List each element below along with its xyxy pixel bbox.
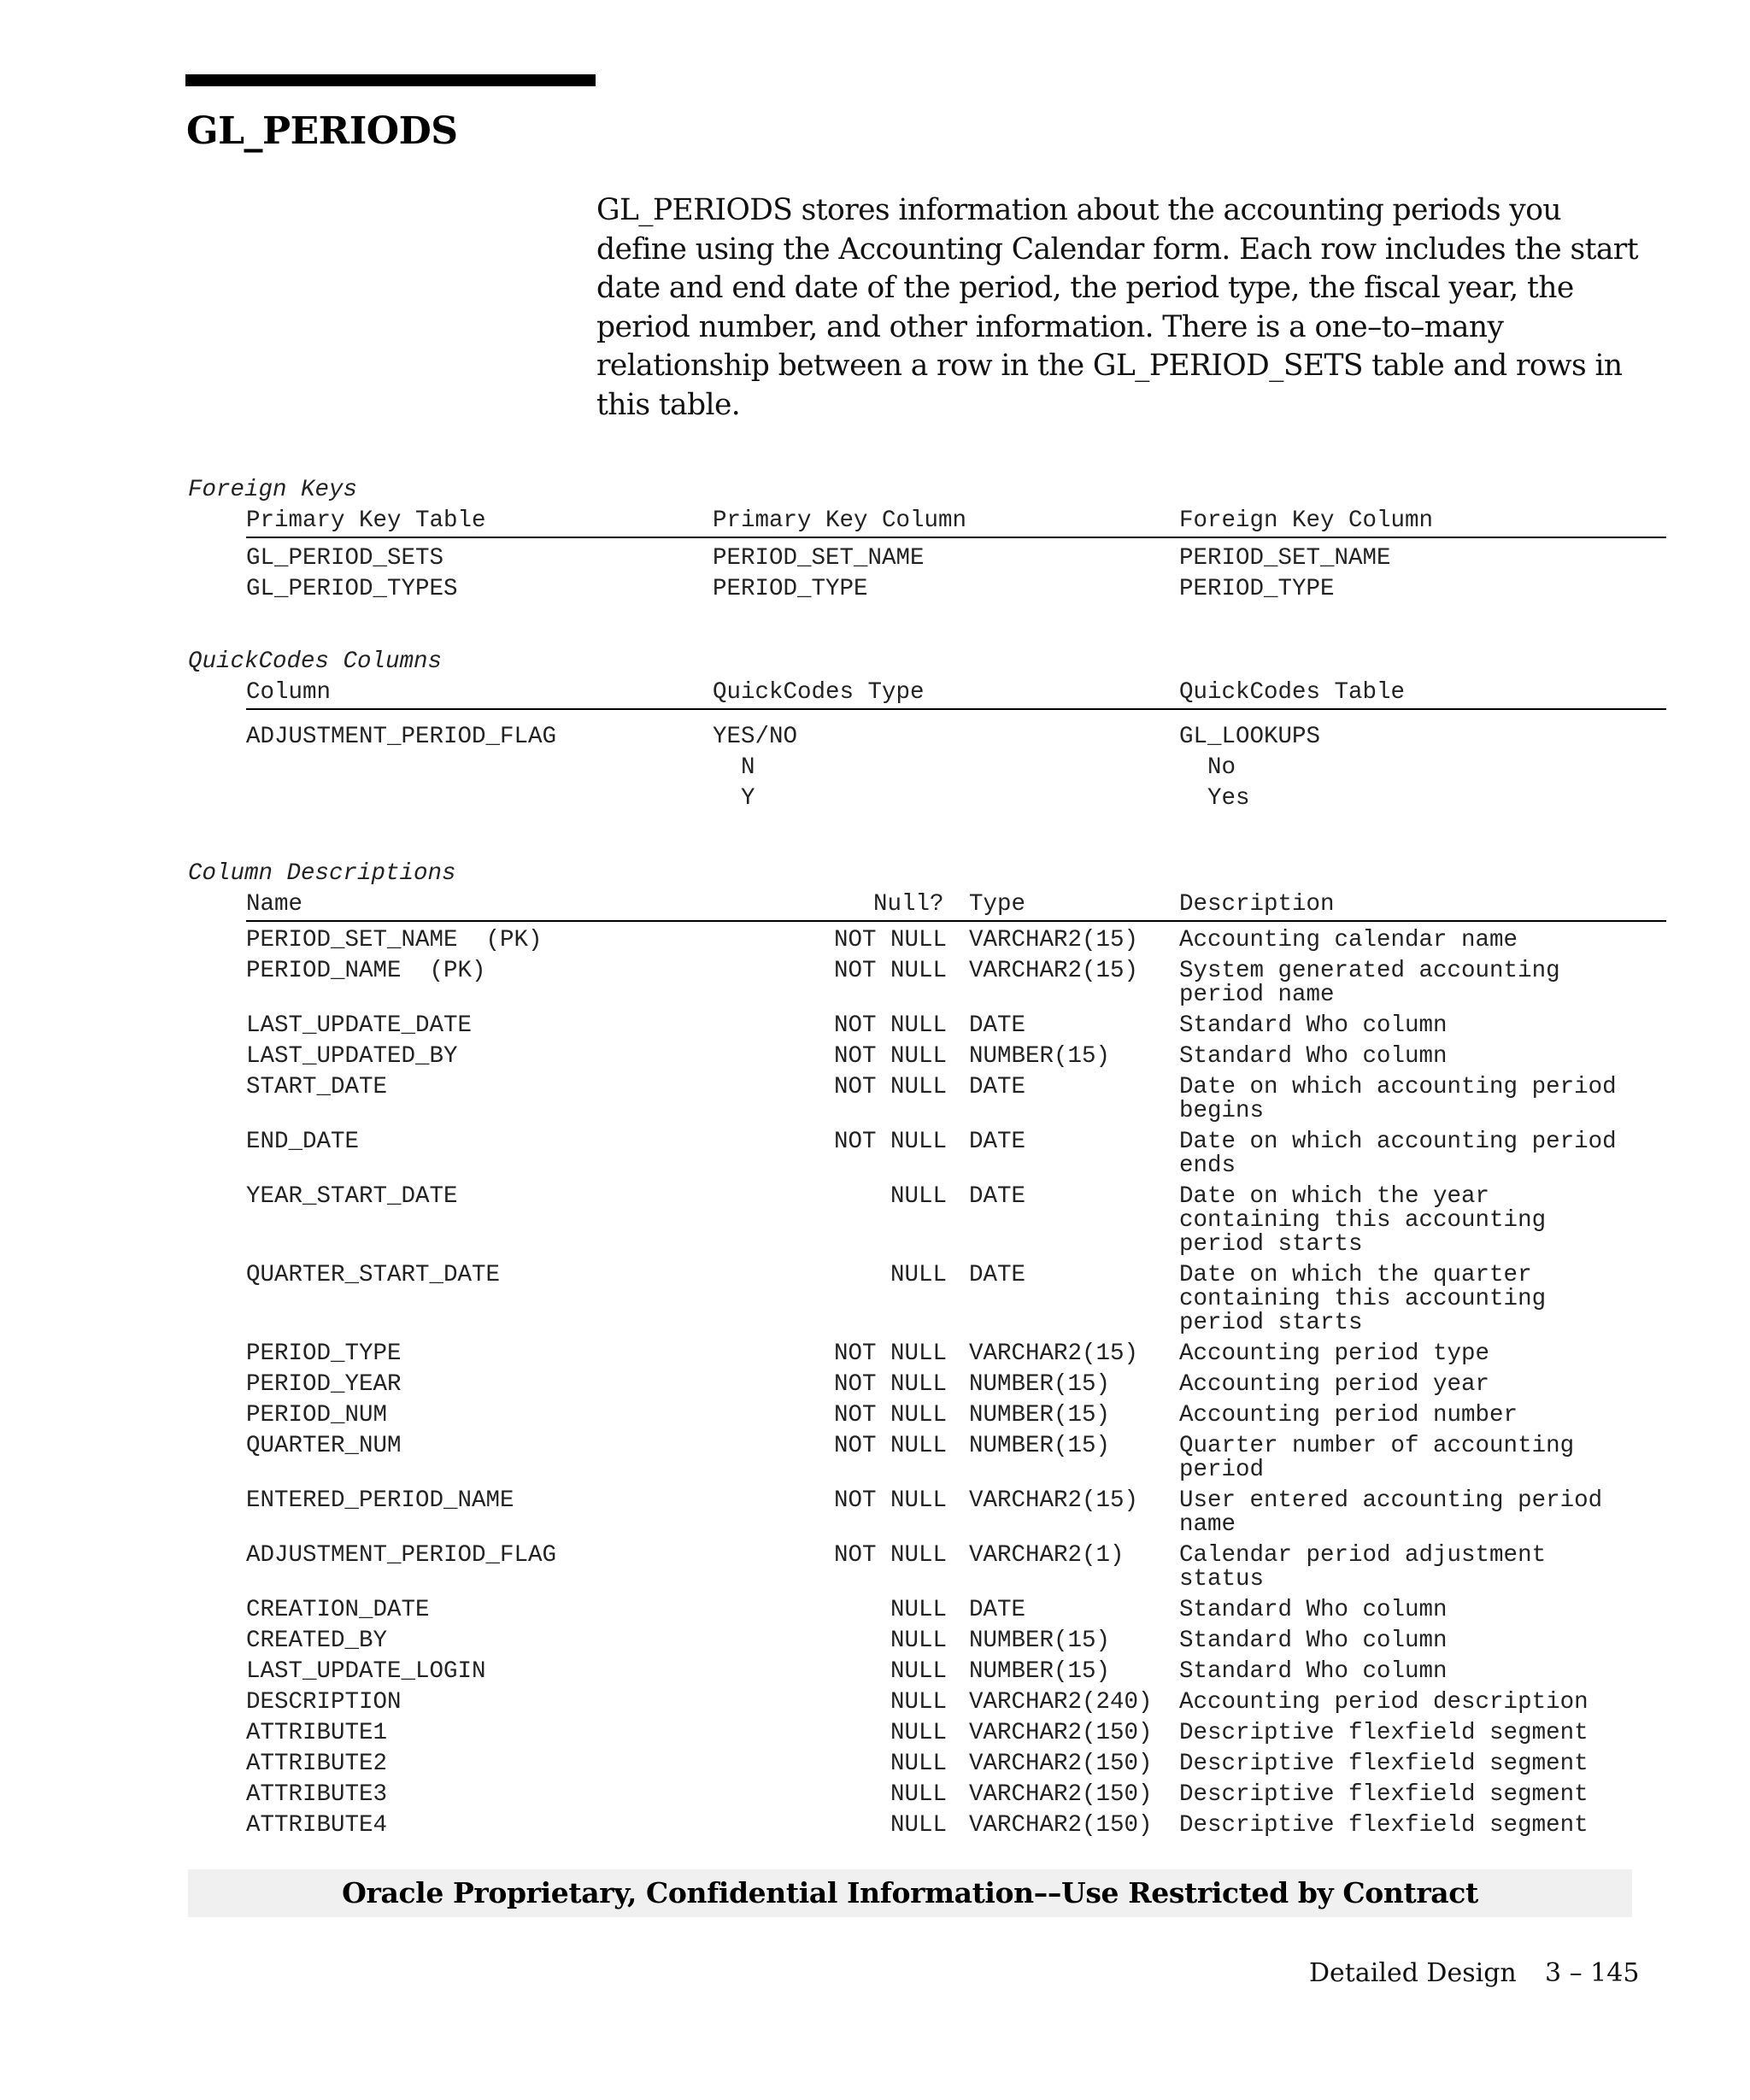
data-type: NUMBER(15): [969, 1402, 1111, 1428]
null-value: NOT NULL: [833, 1433, 947, 1459]
null-value: NULL: [890, 1262, 947, 1288]
cell: Y: [713, 785, 755, 812]
null-value: NOT NULL: [833, 1542, 947, 1569]
column-description-rows: [0, 929, 1750, 1845]
cell: Yes: [1179, 785, 1250, 812]
description: Descriptive flexfield segment: [1179, 1751, 1589, 1777]
cell: PERIOD_TYPE: [713, 576, 868, 602]
header-primary-key-table: Primary Key Table: [246, 507, 486, 534]
table-row: [0, 1814, 1750, 1845]
footer-section: Detailed Design: [1309, 1958, 1517, 1988]
data-type: VARCHAR2(15): [969, 1340, 1139, 1367]
table-row: [0, 1130, 1750, 1185]
description: Calendar period adjustment status: [1179, 1542, 1547, 1593]
description: System generated accounting period name: [1179, 958, 1560, 1008]
null-value: NULL: [890, 1597, 947, 1623]
column-name: ATTRIBUTE1: [246, 1720, 388, 1746]
null-value: NOT NULL: [833, 1340, 947, 1367]
table-header: [246, 678, 1666, 710]
table-row: [0, 543, 1750, 574]
table-row: [0, 1014, 1750, 1045]
data-type: VARCHAR2(150): [969, 1812, 1153, 1839]
description: Accounting period number: [1179, 1402, 1518, 1428]
null-value: NOT NULL: [833, 1402, 947, 1428]
cell: PERIOD_SET_NAME: [713, 545, 925, 572]
data-type: NUMBER(15): [969, 1371, 1111, 1398]
null-value: NOT NULL: [833, 1129, 947, 1155]
null-value: NOT NULL: [833, 958, 947, 984]
header-quickcodes-table: QuickCodes Table: [1179, 679, 1406, 706]
data-type: VARCHAR2(1): [969, 1542, 1125, 1569]
null-value: NOT NULL: [833, 1043, 947, 1070]
description: Accounting calendar name: [1179, 927, 1518, 953]
column-name: LAST_UPDATED_BY: [246, 1043, 458, 1070]
table-row: [0, 1598, 1750, 1629]
data-type: VARCHAR2(15): [969, 958, 1139, 984]
table-row: [0, 1404, 1750, 1434]
null-value: NULL: [890, 1658, 947, 1685]
confidential-text: Oracle Proprietary, Confidential Information––Use Restricted by Contract: [342, 1876, 1478, 1909]
table-row: [0, 929, 1750, 959]
table-row: [0, 959, 1750, 1014]
column-name: PERIOD_NUM: [246, 1402, 388, 1428]
null-value: NULL: [890, 1720, 947, 1746]
description: Standard Who column: [1179, 1658, 1448, 1685]
table-header: [246, 889, 1666, 922]
table-row: [0, 1629, 1750, 1660]
table-row: [0, 1544, 1750, 1598]
null-value: NOT NULL: [833, 1371, 947, 1398]
table-row: [0, 1660, 1750, 1691]
header-quickcodes-type: QuickCodes Type: [713, 679, 925, 706]
data-type: VARCHAR2(240): [969, 1689, 1153, 1716]
null-value: NOT NULL: [833, 1074, 947, 1100]
description: Descriptive flexfield segment: [1179, 1812, 1589, 1839]
quickcodes-table: [0, 678, 1750, 814]
table-row: [0, 1489, 1750, 1544]
table-row: [0, 753, 1750, 783]
data-type: VARCHAR2(150): [969, 1751, 1153, 1777]
page-number: 3 – 145: [1545, 1958, 1640, 1988]
description: Descriptive flexfield segment: [1179, 1781, 1589, 1808]
column-name: LAST_UPDATE_DATE: [246, 1012, 473, 1039]
null-value: NOT NULL: [833, 927, 947, 953]
table-row: [0, 1434, 1750, 1489]
description: Date on which the year containing this accounting period starts: [1179, 1183, 1547, 1258]
description: Accounting period description: [1179, 1689, 1589, 1716]
table-row: [0, 1076, 1750, 1130]
description: Standard Who column: [1179, 1043, 1448, 1070]
data-type: NUMBER(15): [969, 1043, 1111, 1070]
description: Date on which the quarter containing this accounting period starts: [1179, 1262, 1547, 1336]
column-name: ATTRIBUTE3: [246, 1781, 388, 1808]
column-name: PERIOD_YEAR: [246, 1371, 402, 1398]
column-name: QUARTER_START_DATE: [246, 1262, 501, 1288]
header-type: Type: [969, 891, 1026, 918]
cell: GL_PERIOD_SETS: [246, 545, 444, 572]
description: Date on which accounting period ends: [1179, 1129, 1617, 1179]
column-descriptions-label: Column Descriptions: [188, 860, 456, 887]
column-name: YEAR_START_DATE: [246, 1183, 458, 1210]
table-row: [0, 1264, 1750, 1342]
null-value: NULL: [890, 1751, 947, 1777]
data-type: DATE: [969, 1262, 1026, 1288]
table-row: [0, 574, 1750, 605]
intro-paragraph: GL_PERIODS stores information about the accounting periods you define using the Accounting Calendar form. Each row includes the start date and end date of the period, the period type, the fiscal year, the period number, and other information. There is a one–to–many relationship between a row in the GL_PERIOD_SETS table and rows in this table.: [596, 193, 1638, 422]
column-name: END_DATE: [246, 1129, 360, 1155]
table-row: [0, 1373, 1750, 1404]
data-type: VARCHAR2(15): [969, 927, 1139, 953]
description: Standard Who column: [1179, 1597, 1448, 1623]
data-type: NUMBER(15): [969, 1658, 1111, 1685]
confidential-banner: [188, 1869, 1632, 1917]
description: Standard Who column: [1179, 1628, 1448, 1654]
null-value: NULL: [890, 1812, 947, 1839]
cell: N: [713, 754, 755, 781]
null-value: NOT NULL: [833, 1487, 947, 1514]
data-type: NUMBER(15): [969, 1433, 1111, 1459]
description: Standard Who column: [1179, 1012, 1448, 1039]
column-name: PERIOD_SET_NAME (PK): [246, 927, 543, 953]
table-row: [0, 1783, 1750, 1814]
cell: GL_PERIOD_TYPES: [246, 576, 458, 602]
column-name: ADJUSTMENT_PERIOD_FLAG: [246, 1542, 557, 1569]
header-primary-key-column: Primary Key Column: [713, 507, 967, 534]
data-type: VARCHAR2(150): [969, 1720, 1153, 1746]
description: Quarter number of accounting period: [1179, 1433, 1575, 1483]
header-name: Name: [246, 891, 303, 918]
cell: No: [1179, 754, 1236, 781]
table-row: [0, 1342, 1750, 1373]
table-row: [0, 1752, 1750, 1783]
column-name: CREATION_DATE: [246, 1597, 430, 1623]
table-row: [0, 1045, 1750, 1076]
column-name: ATTRIBUTE2: [246, 1751, 388, 1777]
cell: YES/NO: [713, 724, 798, 750]
data-type: DATE: [969, 1183, 1026, 1210]
column-name: PERIOD_NAME (PK): [246, 958, 486, 984]
column-name: ENTERED_PERIOD_NAME: [246, 1487, 514, 1514]
column-name: LAST_UPDATE_LOGIN: [246, 1658, 486, 1685]
data-type: VARCHAR2(15): [969, 1487, 1139, 1514]
title-rule: [185, 74, 596, 86]
quickcodes-label: QuickCodes Columns: [188, 648, 443, 675]
table-row: [0, 783, 1750, 814]
column-name: START_DATE: [246, 1074, 388, 1100]
cell: PERIOD_TYPE: [1179, 576, 1335, 602]
null-value: NULL: [890, 1689, 947, 1716]
header-column: Column: [246, 679, 332, 706]
header-foreign-key-column: Foreign Key Column: [1179, 507, 1434, 534]
null-value: NULL: [890, 1781, 947, 1808]
column-name: DESCRIPTION: [246, 1689, 402, 1716]
table-row: [0, 1691, 1750, 1722]
description: Date on which accounting period begins: [1179, 1074, 1617, 1124]
table-header: [246, 506, 1666, 538]
cell: ADJUSTMENT_PERIOD_FLAG: [246, 724, 557, 750]
column-name: QUARTER_NUM: [246, 1433, 402, 1459]
data-type: VARCHAR2(150): [969, 1781, 1153, 1808]
header-null: Null?: [873, 891, 944, 918]
data-type: DATE: [969, 1597, 1026, 1623]
description: Descriptive flexfield segment: [1179, 1720, 1589, 1746]
table-row: [0, 1185, 1750, 1264]
null-value: NULL: [890, 1628, 947, 1654]
null-value: NULL: [890, 1183, 947, 1210]
header-description: Description: [1179, 891, 1335, 918]
data-type: DATE: [969, 1129, 1026, 1155]
description: User entered accounting period name: [1179, 1487, 1603, 1538]
data-type: DATE: [969, 1074, 1026, 1100]
foreign-keys-label: Foreign Keys: [188, 477, 358, 503]
page-title: GL_PERIODS: [186, 109, 458, 153]
description: Accounting period year: [1179, 1371, 1490, 1398]
column-name: CREATED_BY: [246, 1628, 388, 1654]
table-row: [0, 1722, 1750, 1752]
description: Accounting period type: [1179, 1340, 1490, 1367]
null-value: NOT NULL: [833, 1012, 947, 1039]
data-type: NUMBER(15): [969, 1628, 1111, 1654]
cell: GL_LOOKUPS: [1179, 724, 1321, 750]
column-name: ATTRIBUTE4: [246, 1812, 388, 1839]
column-name: PERIOD_TYPE: [246, 1340, 402, 1367]
column-descriptions-table: [0, 889, 1750, 1845]
data-type: DATE: [969, 1012, 1026, 1039]
table-row: [0, 722, 1750, 753]
cell: PERIOD_SET_NAME: [1179, 545, 1391, 572]
foreign-keys-table: [0, 506, 1750, 605]
